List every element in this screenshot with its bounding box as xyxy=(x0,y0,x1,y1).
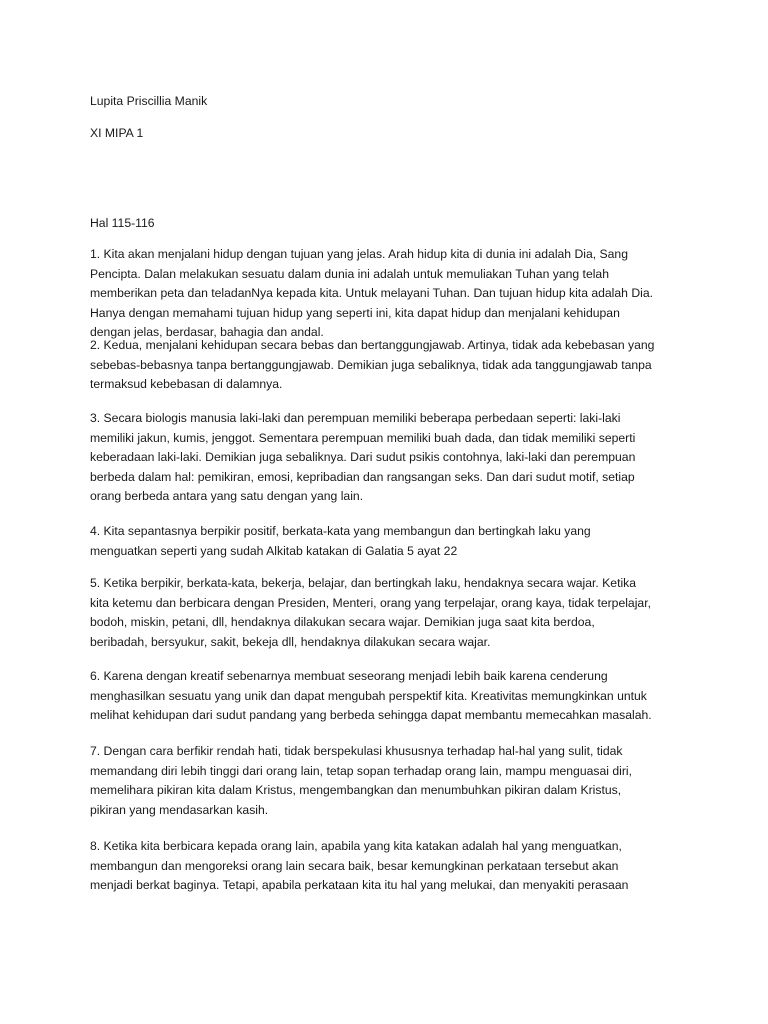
paragraph-line: menguatkan seperti yang sudah Alkitab katakan di Galatia 5 ayat 22 xyxy=(90,543,458,558)
paragraph-line: 4. Kita sepantasnya berpikir positif, berkata-kata yang membangun dan bertingkah laku yang xyxy=(90,524,591,538)
paragraph-4 xyxy=(90,522,591,561)
paragraph-line: berbeda dalam hal: pemikiran, emosi, kepribadian dan rangsangan seks. Dan dari sudut motif, setiap xyxy=(90,469,635,484)
paragraph-line: 7. Dengan cara berfikir rendah hati, tidak berspekulasi khususnya terhadap hal-hal yang sulit, tidak xyxy=(90,744,623,758)
paragraph-line: 2. Kedua, menjalani kehidupan secara bebas dan bertanggungjawab. Artinya, tidak ada kebebasan yang xyxy=(90,338,655,352)
paragraph-line: bodoh, miskin, petani, dll, hendaknya dilakukan secara wajar. Demikian juga saat kita berdoa, xyxy=(90,615,595,630)
paragraph-line: menjadi berkat baginya. Tetapi, apabila perkataan kita itu hal yang melukai, dan menyakiti perasaan xyxy=(90,878,629,893)
paragraph-line: 1. Kita akan menjalani hidup dengan tujuan yang jelas. Arah hidup kita di dunia ini adalah Dia, Sang xyxy=(90,247,628,261)
paragraph-2 xyxy=(90,336,654,395)
paragraph-6 xyxy=(90,667,652,726)
paragraph-line: 6. Karena dengan kreatif sebenarnya membuat seseorang menjadi lebih baik karena cenderung xyxy=(90,669,608,683)
paragraph-7 xyxy=(90,742,632,820)
paragraph-3 xyxy=(90,409,635,507)
paragraph-line: Pencipta. Dalan melakukan sesuatu dalam dunia ini adalah untuk memuliakan Tuhan yang telah xyxy=(90,266,609,281)
paragraph-line: menghasilkan sesuatu yang unik dan dapat mengubah perspektif kita. Kreativitas memungkinkan untuk xyxy=(90,688,647,703)
paragraph-line: keberadaan laki-laki. Demikian juga sebaliknya. Dari sudut psikis contohnya, laki-laki dan perempuan xyxy=(90,450,636,465)
paragraph-line: melihat kehidupan dari sudut pandang yang berbeda sehingga dapat membantu memecahkan masalah. xyxy=(90,708,652,723)
paragraph-line: 8. Ketika kita berbicara kepada orang lain, apabila yang kita katakan adalah hal yang menguatkan, xyxy=(90,839,622,853)
paragraph-line: sebebas-bebasnya tanpa bertanggungjawab. Demikian juga sebaliknya, tidak ada tanggungjawab tanpa xyxy=(90,357,652,372)
paragraph-line: orang berbeda antara yang satu dengan yang lain. xyxy=(90,489,364,504)
paragraph-line: memelihara pikiran kita dalam Kristus, mengembangkan dan menumbuhkan pikiran dalam Kristus, xyxy=(90,783,622,798)
paragraph-line: 5. Ketika berpikir, berkata-kata, bekerja, belajar, dan bertingkah laku, hendaknya secara wajar. Ketika xyxy=(90,576,637,590)
paragraph-line: memandang diri lebih tinggi dari orang lain, tetap sopan terhadap orang lain, mampu menguasai diri, xyxy=(90,763,632,778)
paragraph-8 xyxy=(90,837,628,896)
paragraph-line: memberikan peta dan teladanNya kepada kita. Untuk melayani Tuhan. Dan tujuan hidup kita adalah Dia. xyxy=(90,286,654,301)
paragraph-line: pikiran yang mendasarkan kasih. xyxy=(90,802,269,817)
paragraph-5 xyxy=(90,574,651,652)
paragraph-line: memiliki jakun, kumis, jenggot. Sementara perempuan memiliki buah dada, dan tidak memiliki seperti xyxy=(90,430,636,445)
paragraph-line: dengan jelas, berdasar, bahagia dan andal. xyxy=(90,325,324,340)
paragraph-line: termaksud kebebasan di dalamnya. xyxy=(90,377,283,392)
author-name: Lupita Priscillia Manik xyxy=(90,94,208,108)
paragraph-line: kita ketemu dan berbicara dengan Presiden, Menteri, orang yang terpelajar, orang kaya, tidak terpelajar, xyxy=(90,595,651,610)
class-label: XI MIPA 1 xyxy=(90,126,144,140)
paragraph-line: beribadah, bersyukur, sakit, bekeja dll, hendaknya dilakukan secara wajar. xyxy=(90,634,491,649)
paragraph-1 xyxy=(90,245,653,343)
page-reference: Hal 115-116 xyxy=(90,216,155,230)
paragraph-line: 3. Secara biologis manusia laki-laki dan perempuan memiliki beberapa perbedaan seperti: laki-laki xyxy=(90,411,621,425)
paragraph-line: Hanya dengan memahami tujuan hidup yang seperti ini, kita dapat hidup dan menjalani kehidupan xyxy=(90,305,620,320)
paragraph-line: membangun dan mengoreksi orang lain secara baik, besar kemungkinan perkataan tersebut akan xyxy=(90,858,619,873)
